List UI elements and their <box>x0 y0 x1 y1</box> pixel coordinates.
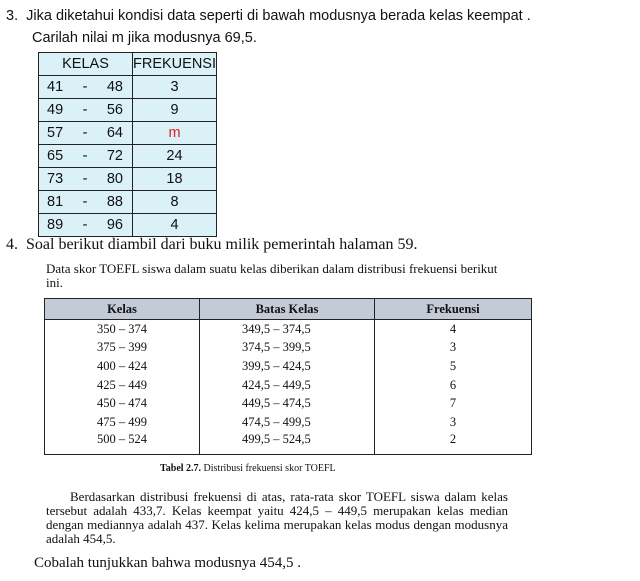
batas-kelas-cell: 474,5 – 499,5 <box>200 413 375 432</box>
class-upper: 88 <box>106 194 123 210</box>
frekuensi-cell: 3 <box>133 76 217 99</box>
batas-kelas-cell: 499,5 – 524,5 <box>200 432 375 455</box>
table-row <box>39 145 217 168</box>
kelas-cell <box>39 168 133 191</box>
table-row <box>45 432 532 455</box>
toefl-intro: Data skor TOEFL siswa dalam suatu kelas diberikan dalam distribusi frekuensi berikut ini. <box>46 261 498 290</box>
table-row <box>45 357 532 376</box>
kelas-cell <box>39 99 133 122</box>
table-row <box>39 99 217 122</box>
frekuensi-cell: 5 <box>375 357 532 376</box>
problem-3-statement: Jika diketahui kondisi data seperti di bawah modusnya berada kelas keempat . <box>26 8 531 24</box>
table-header-row <box>39 53 217 76</box>
batas-kelas-cell: 399,5 – 424,5 <box>200 357 375 376</box>
kelas-cell <box>39 76 133 99</box>
class-dash: - <box>82 125 88 141</box>
table-row <box>45 413 532 432</box>
table-row <box>39 76 217 99</box>
frekuensi-cell: 4 <box>375 320 532 339</box>
class-lower: 49 <box>47 102 64 118</box>
batas-kelas-cell: 449,5 – 474,5 <box>200 394 375 413</box>
problem-3-line-1 <box>6 8 531 24</box>
frekuensi-cell: 7 <box>375 394 532 413</box>
kelas-cell <box>39 214 133 237</box>
frekuensi-cell: 18 <box>133 168 217 191</box>
table-row <box>39 191 217 214</box>
frequency-table-1-body <box>39 76 217 237</box>
frekuensi-cell: 2 <box>375 432 532 455</box>
table-row <box>45 376 532 395</box>
closing-question: Cobalah tunjukkan bahwa modusnya 454,5 . <box>34 555 302 571</box>
class-lower: 65 <box>47 148 64 164</box>
table-row <box>45 339 532 358</box>
frekuensi-cell: 24 <box>133 145 217 168</box>
header-frekuensi: FREKUENSI <box>133 53 217 76</box>
kelas-cell: 425 – 449 <box>45 376 200 395</box>
class-dash: - <box>82 79 88 95</box>
frequency-table-1 <box>38 52 217 237</box>
kelas-cell: 400 – 424 <box>45 357 200 376</box>
problem-3-line-2: Carilah nilai m jika modusnya 69,5. <box>32 30 257 46</box>
caption-label: Tabel 2.7. <box>160 463 202 474</box>
kelas-cell <box>39 191 133 214</box>
class-dash: - <box>82 217 88 233</box>
kelas-cell <box>39 122 133 145</box>
class-lower: 81 <box>47 194 64 210</box>
kelas-cell: 350 – 374 <box>45 320 200 339</box>
table-row <box>39 122 217 145</box>
class-upper: 72 <box>106 148 123 164</box>
problem-4-statement: Soal berikut diambil dari buku milik pemerintah halaman 59. <box>26 236 418 253</box>
class-upper: 96 <box>106 217 123 233</box>
table-caption <box>160 463 336 474</box>
toefl-header-row <box>45 299 532 320</box>
header-batas-kelas: Batas Kelas <box>200 299 375 320</box>
table-row <box>39 168 217 191</box>
problem-4-number: 4. <box>6 236 18 253</box>
explanation-paragraph: Berdasarkan distribusi frekuensi di atas, rata-rata skor TOEFL siswa dalam kelas tersebut adalah 433,7. Kelas keempat yaitu 424,5 – 449,5 merupakan kelas median dengan mediannya adalah 437. Kelas kelima merupakan kelas modus dengan modusnya adalah 454,5. <box>46 489 508 546</box>
header-frekuensi: Frekuensi <box>375 299 532 320</box>
table-row <box>45 394 532 413</box>
problem-3-number: 3. <box>6 8 19 24</box>
class-dash: - <box>82 102 88 118</box>
table-row <box>45 320 532 339</box>
class-upper: 48 <box>106 79 123 95</box>
table-row <box>39 214 217 237</box>
frekuensi-cell: 4 <box>133 214 217 237</box>
frekuensi-cell: 3 <box>375 339 532 358</box>
frekuensi-cell: 3 <box>375 413 532 432</box>
toefl-table <box>44 298 532 455</box>
batas-kelas-cell: 424,5 – 449,5 <box>200 376 375 395</box>
class-upper: 64 <box>106 125 123 141</box>
class-lower: 73 <box>47 171 64 187</box>
class-upper: 56 <box>106 102 123 118</box>
kelas-cell: 450 – 474 <box>45 394 200 413</box>
frekuensi-cell: m <box>133 122 217 145</box>
kelas-cell: 500 – 524 <box>45 432 200 455</box>
batas-kelas-cell: 374,5 – 399,5 <box>200 339 375 358</box>
header-kelas: Kelas <box>45 299 200 320</box>
class-dash: - <box>82 194 88 210</box>
kelas-cell <box>39 145 133 168</box>
class-dash: - <box>82 148 88 164</box>
class-lower: 89 <box>47 217 64 233</box>
toefl-table-body <box>45 320 532 455</box>
kelas-cell: 375 – 399 <box>45 339 200 358</box>
class-lower: 41 <box>47 79 64 95</box>
class-upper: 80 <box>106 171 123 187</box>
problem-4-line <box>6 236 417 254</box>
frekuensi-cell: 9 <box>133 99 217 122</box>
kelas-cell: 475 – 499 <box>45 413 200 432</box>
class-lower: 57 <box>47 125 64 141</box>
frekuensi-cell: 6 <box>375 376 532 395</box>
frekuensi-cell: 8 <box>133 191 217 214</box>
class-dash: - <box>82 171 88 187</box>
batas-kelas-cell: 349,5 – 374,5 <box>200 320 375 339</box>
caption-text: Distribusi frekuensi skor TOEFL <box>203 463 336 474</box>
header-kelas: KELAS <box>39 53 133 76</box>
